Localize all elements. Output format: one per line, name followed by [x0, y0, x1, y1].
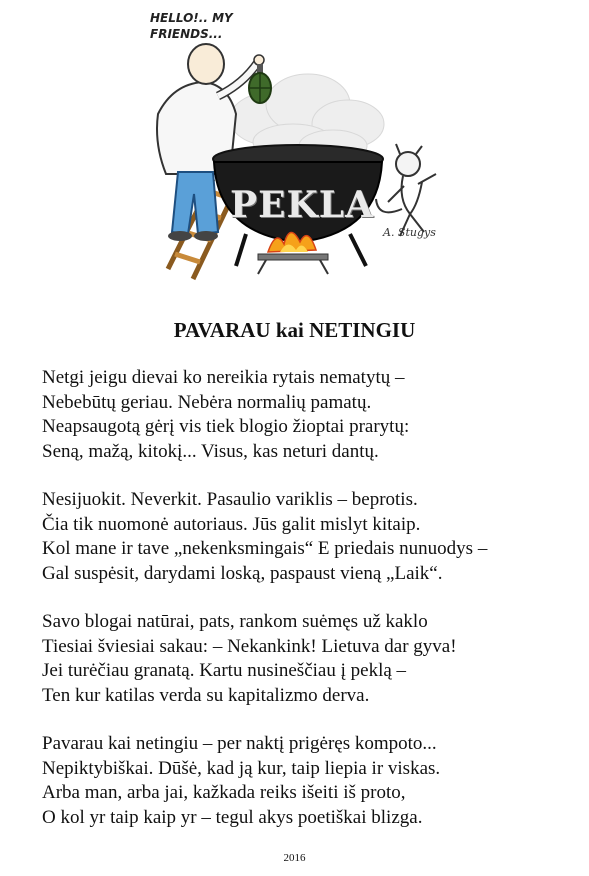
stanza	[42, 610, 572, 708]
poem-line: Jei turėčiau granatą. Kartu nusineščiau į peklą –	[42, 660, 407, 681]
poem-line: Netgi jeigu dievai ko nereikia rytais nematytų –	[42, 367, 405, 388]
artist-signature: A. Stugys	[383, 226, 436, 239]
devil-figure	[376, 144, 436, 236]
poem-line: Ten kur katilas verda su kapitalizmo derva.	[42, 684, 370, 706]
poem-line: Tiesiai šviesiai sakau: – Nekankink! Lietuva dar gyva!	[42, 635, 457, 657]
poem-line: Nebebūtų geriau. Nebėra normalių pamatų.	[42, 391, 372, 413]
poem-title: PAVARAU kai NETINGIU	[173, 318, 416, 342]
poem-line: Pavarau kai netingiu – per naktį prigėręs kompoto...	[42, 733, 437, 754]
stanza	[42, 488, 572, 586]
poem-line: Seną, mažą, kitokį... Visus, kas neturi dantų.	[42, 440, 379, 462]
poem-body	[42, 366, 572, 854]
poem-line: Kol mane ir tave „nekenksmingais“ E priedais nunuodys –	[42, 538, 488, 559]
stanza	[42, 732, 572, 830]
stanza	[42, 366, 572, 464]
poem-line: Nesijuokit. Neverkit. Pasaulio variklis – beprotis.	[42, 489, 418, 510]
poem-line: O kol yr taip kaip yr – tegul akys poetiškai blizga.	[42, 806, 423, 828]
cartoon-illustration	[118, 4, 478, 294]
poem-line: Čia tik nuomonė autoriaus. Jūs galit mislyt kitaip.	[42, 513, 421, 535]
poem-line: Gal suspėsit, darydami loską, paspaust vieną „Laik“.	[42, 562, 443, 584]
poem-line: Nepiktybiškai. Dūšė, kad ją kur, taip liepia ir viskas.	[42, 757, 441, 779]
poem-line: Arba man, arba jai, kažkada reiks išeiti iš proto,	[42, 782, 406, 803]
cauldron-label: PEKLA	[230, 184, 375, 226]
poem-line: Neapsaugotą gėrį vis tiek blogio žioptai prarytų:	[42, 416, 410, 437]
year-label: 2016	[283, 852, 306, 864]
poem-line: Savo blogai natūrai, pats, rankom suėmęs už kaklo	[42, 611, 428, 632]
speech-bubble-text: HELLO!.. MY FRIENDS...	[150, 11, 233, 41]
